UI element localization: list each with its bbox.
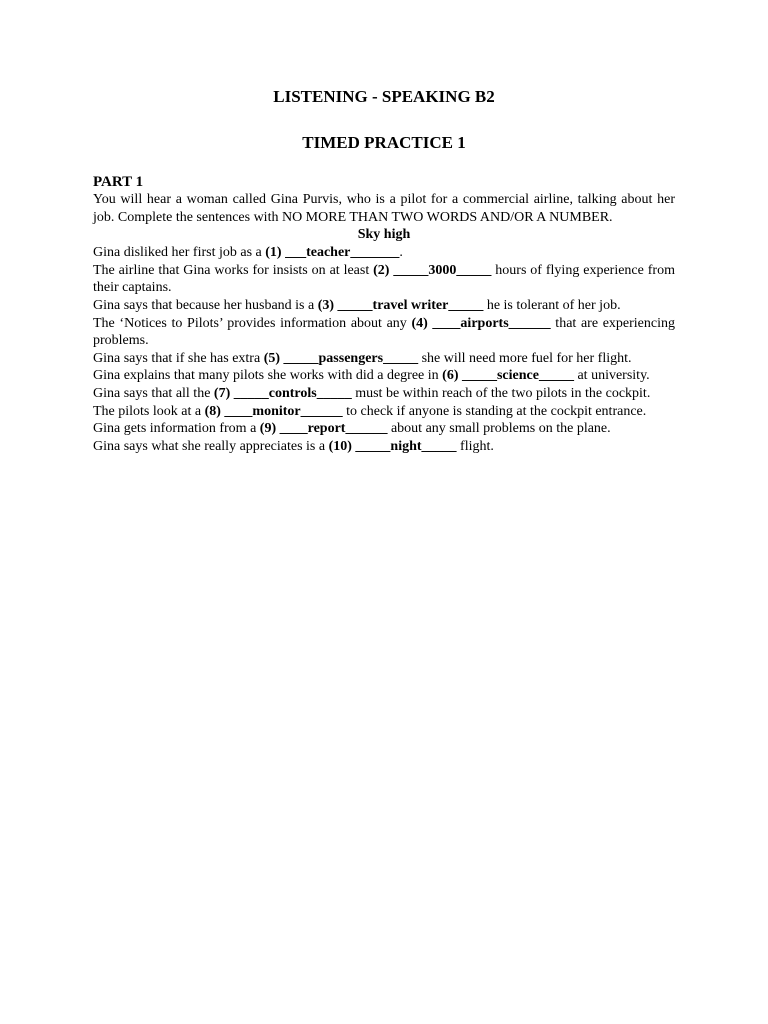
sentence-3	[93, 297, 675, 315]
answer-7: (7) _____controls_____	[213, 385, 352, 401]
answer-1: (1) ___teacher_______	[265, 245, 400, 261]
answer-5: (5) _____passengers_____	[263, 350, 419, 366]
part-heading: PART 1	[93, 174, 144, 190]
sentence-text: that are experiencing problems.	[93, 315, 675, 349]
sentence-5	[93, 350, 675, 368]
sentence-text: must be within reach of the two pilots in the cockpit.	[351, 385, 651, 401]
sentence-text: Gina says that because her husband is a	[93, 297, 318, 313]
sentence-text: Gina says what she really appreciates is a	[93, 438, 329, 454]
sentence-text: Gina says that all the	[93, 385, 214, 401]
sentence-6	[93, 367, 675, 385]
sentence-1	[93, 244, 675, 262]
answer-3: (3) _____travel writer_____	[317, 297, 484, 313]
sentence-text: she will need more fuel for her flight.	[418, 350, 632, 366]
answer-9: (9) ____report______	[259, 421, 388, 437]
sentence-text: .	[399, 245, 403, 261]
sentence-2	[93, 262, 675, 297]
sentence-text: he is tolerant of her job.	[483, 297, 621, 313]
sentence-text: Gina says that if she has extra	[93, 350, 264, 366]
sentence-text: about any small problems on the plane.	[387, 421, 611, 437]
sentence-text: flight.	[456, 438, 494, 454]
answer-6: (6) _____science_____	[442, 368, 574, 384]
sentence-4	[93, 315, 675, 350]
sentence-text: The ‘Notices to Pilots’ provides information about any	[93, 315, 412, 331]
sentence-text: The pilots look at a	[93, 403, 205, 419]
answer-4: (4) ____airports______	[411, 315, 551, 331]
sentence-7	[93, 385, 675, 403]
sentence-text: at university.	[573, 368, 650, 384]
answer-8: (8) ____monitor______	[204, 403, 343, 419]
intro-paragraph: You will hear a woman called Gina Purvis, who is a pilot for a commercial airline, talking about her job. Complete the sentences with NO MORE THAN TWO WORDS AND/OR A NUMBER.	[93, 192, 675, 225]
answer-10: (10) _____night_____	[328, 438, 457, 454]
sentence-10	[93, 438, 675, 456]
sentence-text: Gina gets information from a	[93, 421, 260, 437]
sentence-text: hours of flying experience from their captains.	[93, 262, 675, 296]
sentence-text: to check if anyone is standing at the cockpit entrance.	[342, 403, 647, 419]
document-page	[93, 86, 675, 455]
sentence-9	[93, 420, 675, 438]
section-title: Sky high	[357, 227, 411, 243]
answer-2: (2) _____3000_____	[373, 262, 492, 278]
sentence-text: Gina explains that many pilots she works with did a degree in	[93, 368, 443, 384]
document-subtitle: TIMED PRACTICE 1	[302, 133, 466, 152]
sentence-8	[93, 403, 675, 421]
document-title: LISTENING - SPEAKING B2	[273, 87, 495, 106]
sentence-text: The airline that Gina works for insists on at least	[93, 262, 374, 278]
sentence-text: Gina disliked her first job as a	[93, 245, 266, 261]
